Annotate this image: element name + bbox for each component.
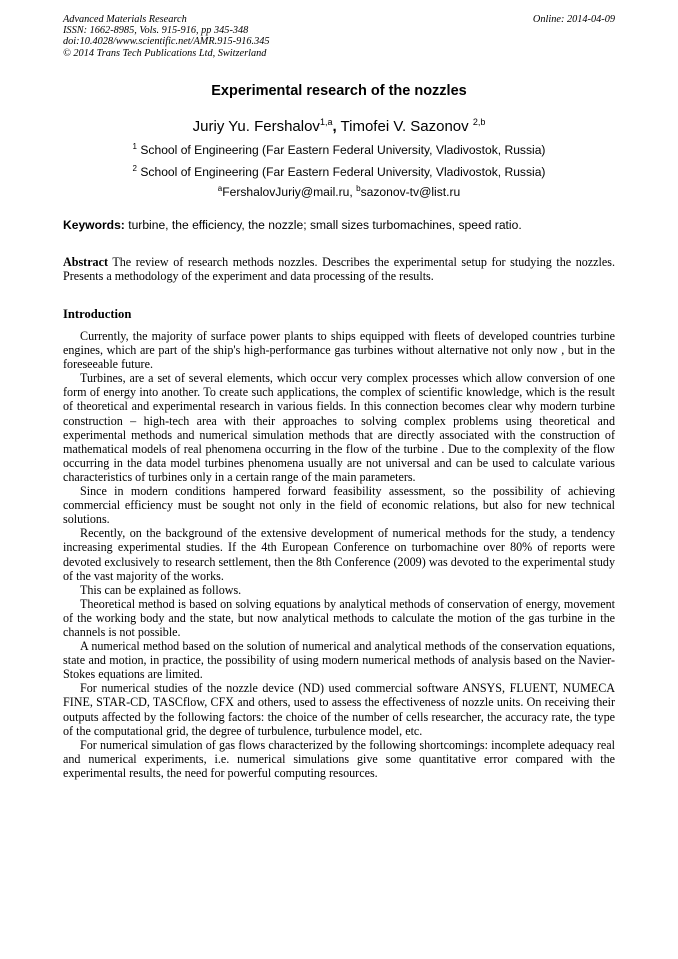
affiliation-2 [63,162,615,179]
affiliation-number: 2 [132,164,137,173]
abstract-label: Abstract [63,255,109,269]
body-paragraph: Currently, the majority of surface power plants to ships equipped with fleets of developed countries turbine engines, which are part of the ship's high-performance gas turbines without alternative not only now , but in the foreseeable future. [63,329,615,372]
journal-issn: ISSN: 1662-8985, Vols. 915-916, pp 345-348 [63,25,249,37]
keywords-text: turbine, the efficiency, the nozzle; small sizes turbomachines, speed ratio. [128,218,522,232]
author-name: Juriy Yu. Fershalov [192,118,320,135]
affiliation-text: School of Engineering (Far Eastern Federal University, Vladivostok, Russia) [140,143,546,157]
author-affil-mark: 2,b [472,117,486,127]
author-emails [63,182,615,199]
author-name: Timofei V. Sazonov [340,118,469,135]
abstract [63,255,615,283]
body-paragraph: Theoretical method is based on solving equations by analytical methods of conservation of energy, movement of the working body and the state, but now analytical methods to calculate the motion of the gas turbine in the channels is not possible. [63,596,615,639]
online-date: Online: 2014-04-09 [532,14,615,25]
journal-copyright: © 2014 Trans Tech Publications Ltd, Switzerland [63,47,267,59]
body-paragraph: Since in modern conditions hampered forward feasibility assessment, so the possibility of achieving commercial efficiency must be sought not only in the field of economic relations, but also for new technical solutions. [63,484,615,527]
abstract-text: The review of research methods nozzles. Describes the experimental setup for studying the nozzles. Presents a methodology of the experiment and data processing of the results. [63,255,615,284]
body-paragraph: Recently, on the background of the extensive development of numerical methods for the study, a tendency increasing experimental studies. If the 4th European Conference on turbomachine over 80% of reports were devoted exclusively to research settlement, then the 8th Conference (2009) was devoted to the experimental study of the vast majority of the works. [63,526,615,583]
body-paragraph: A numerical method based on the solution of numerical and analytical methods of the conservation equations, state and motion, in practice, the possibility of using modern numerical methods of analysis based on the Navier-Stokes equations are limited. [63,639,615,682]
introduction-body [63,329,615,780]
email-address[interactable]: FershalovJuriy@mail.ru, [222,185,353,199]
body-paragraph: For numerical studies of the nozzle device (ND) used commercial software ANSYS, FLUENT, NUMECA FINE, STAR-CD, TASCflow, CFX and others, used to assess the effectiveness of nozzle units. On receiving their outputs affected by the following factors: the choice of the number of cells researcher, the accuracy rate, the type of the computational grid, the degree of turbulence, turbulence model, etc. [63,681,615,738]
body-paragraph: This can be explained as follows. [80,582,242,597]
author-affil-mark: 1,a [319,117,333,127]
journal-name: Advanced Materials Research [63,14,187,25]
paper-title: Experimental research of the nozzles [211,83,467,99]
journal-header [63,14,615,59]
keywords [63,218,615,232]
author-list [63,113,615,136]
affiliation-text: School of Engineering (Far Eastern Federal University, Vladivostok, Russia) [140,165,546,179]
affiliation-number: 1 [132,142,137,151]
keywords-label: Keywords: [63,218,125,232]
author-separator: , [332,118,337,135]
journal-doi: doi:10.4028/www.scientific.net/AMR.915-916.345 [63,36,270,48]
body-paragraph: For numerical simulation of gas flows characterized by the following shortcomings: incomplete adequacy real and numerical experiments, i.e. numerical simulations give some quantitative error compared with the experimental results, the need for powerful computing resources. [63,737,615,780]
email-mark: a [217,184,223,193]
email-mark: b [356,184,361,193]
affiliation-1 [63,140,615,157]
body-paragraph: Turbines, are a set of several elements, which occur very complex processes which allow conversion of one form of energy into another. To create such applications, the complex of scientific knowledge, which is the result of theoretical and experimental research in various fields. In this connection becomes clear why modern turbine construction – high-tech area with their approaches to solving complex problems using theoretical and experimental methods and numerical simulation methods that are directly associated with the construction of mathematical models of real phenomena occurring in the flow of the turbine . Due to the complexity of the flow occurring in the data model turbines phenomena usually are not universal and can be used to calculate various characteristics of turbines only in a certain range of the main parameters. [63,371,615,484]
email-address[interactable]: sazonov-tv@list.ru [360,185,461,199]
section-heading-introduction: Introduction [63,307,132,321]
